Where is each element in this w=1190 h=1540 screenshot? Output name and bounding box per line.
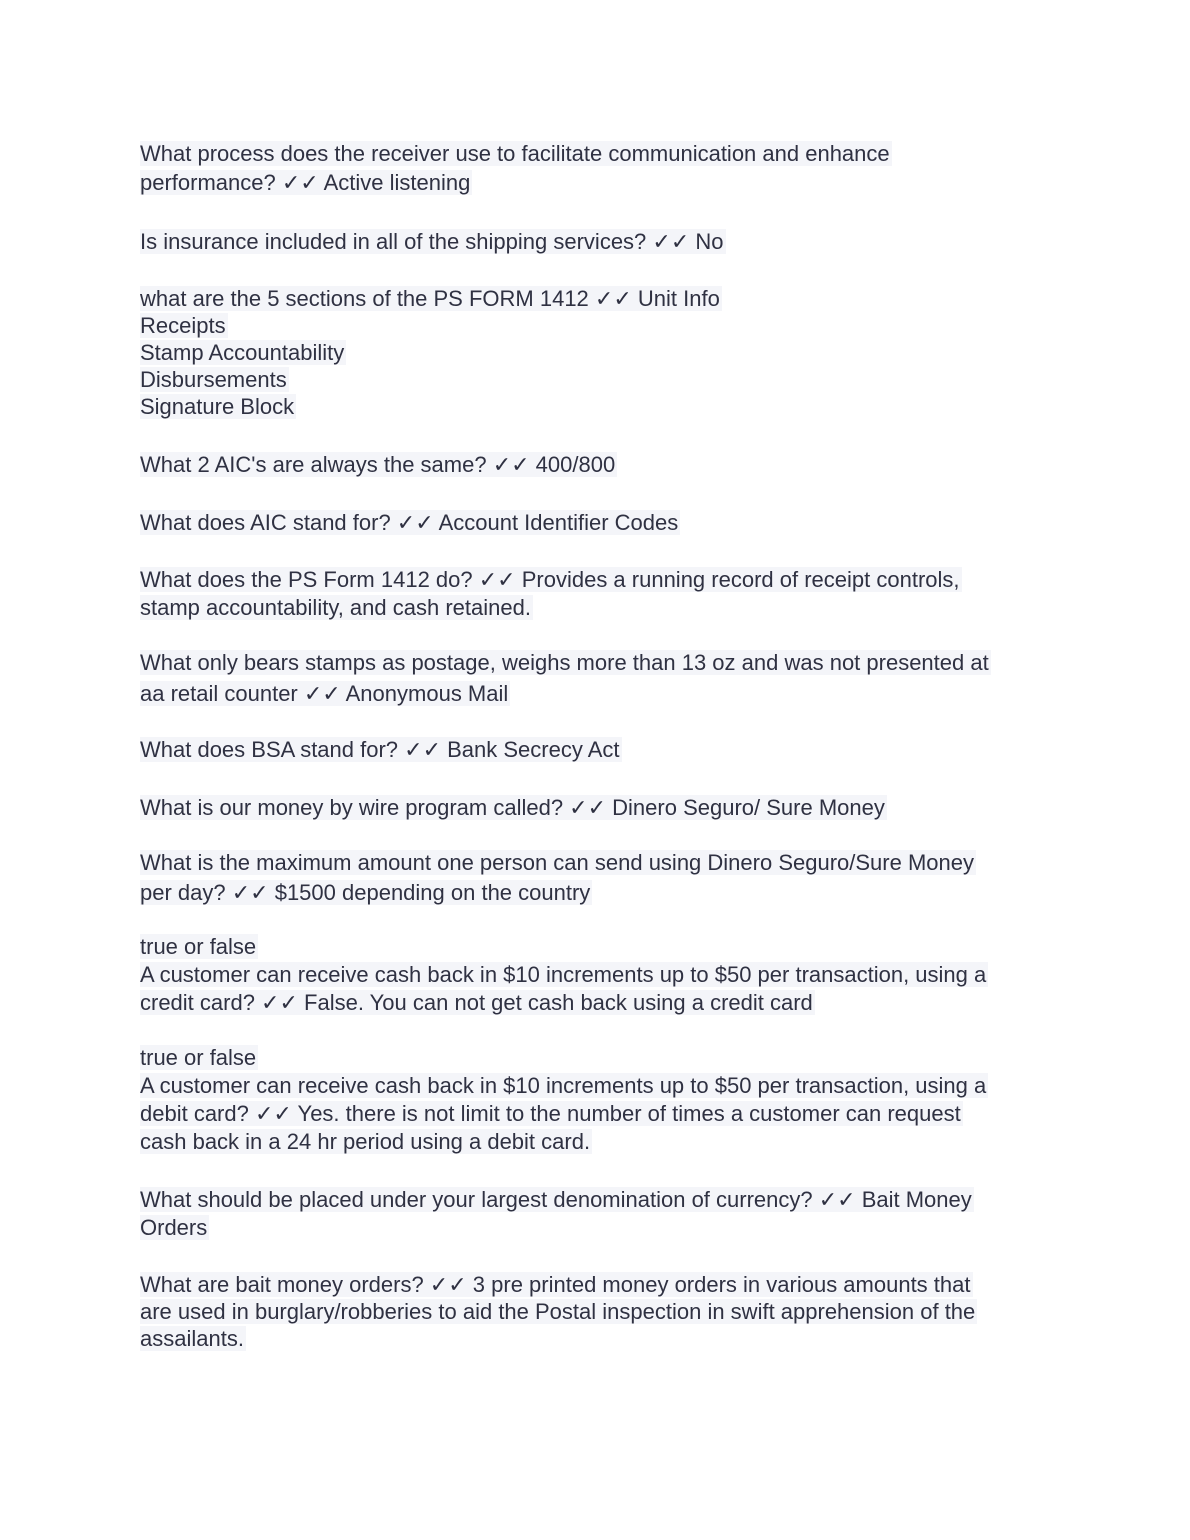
- text-line: What only bears stamps as postage, weighs more than 13 oz and was not presented at: [140, 650, 989, 675]
- qa-largest-denomination: [140, 1186, 1050, 1242]
- text-line: true or false: [140, 934, 257, 959]
- qa-ps-form-sections: [140, 285, 1050, 420]
- text-line: stamp accountability, and cash retained.: [140, 595, 531, 620]
- text-line: What 2 AIC's are always the same? ✓✓ 400/800: [140, 452, 616, 477]
- qa-aic-meaning: [140, 508, 1050, 537]
- text-line: cash back in a 24 hr period using a debit card.: [140, 1129, 591, 1154]
- text-line: what are the 5 sections of the PS FORM 1412 ✓✓ Unit Info: [140, 286, 720, 311]
- text-line: What does BSA stand for? ✓✓ Bank Secrecy Act: [140, 737, 620, 762]
- text-line: A customer can receive cash back in $10 increments up to $50 per transaction, using a: [140, 1073, 987, 1098]
- text-line: What are bait money orders? ✓✓ 3 pre printed money orders in various amounts that: [140, 1272, 971, 1297]
- text-line: per day? ✓✓ $1500 depending on the country: [140, 880, 591, 905]
- text-line: What is our money by wire program called? ✓✓ Dinero Seguro/ Sure Money: [140, 795, 885, 820]
- qa-debit-card-cash-back: [140, 1044, 1050, 1156]
- text-line: What process does the receiver use to facilitate communication and enhance: [140, 141, 890, 166]
- qa-insurance: [140, 227, 1050, 256]
- text-line: A customer can receive cash back in $10 increments up to $50 per transaction, using a: [140, 962, 987, 987]
- text-line: What should be placed under your largest denomination of currency? ✓✓ Bait Money: [140, 1187, 972, 1212]
- qa-credit-card-cash-back: [140, 933, 1050, 1017]
- text-line: credit card? ✓✓ False. You can not get cash back using a credit card: [140, 990, 813, 1015]
- qa-ps-form-purpose: [140, 566, 1050, 622]
- text-line: are used in burglary/robberies to aid the Postal inspection in swift apprehension of the: [140, 1299, 976, 1324]
- text-line: debit card? ✓✓ Yes. there is not limit to the number of times a customer can request: [140, 1101, 961, 1126]
- text-line: What is the maximum amount one person can send using Dinero Seguro/Sure Money: [140, 850, 974, 875]
- text-line: true or false: [140, 1045, 257, 1070]
- text-line: Is insurance included in all of the shipping services? ✓✓ No: [140, 229, 724, 254]
- qa-aic-same: [140, 450, 1050, 479]
- text-line: Orders: [140, 1215, 208, 1240]
- qa-anonymous-mail: [140, 647, 1050, 709]
- qa-bait-money-orders: [140, 1271, 1050, 1352]
- text-line: What does AIC stand for? ✓✓ Account Identifier Codes: [140, 510, 679, 535]
- qa-bsa: [140, 735, 1050, 764]
- text-line: performance? ✓✓ Active listening: [140, 170, 471, 195]
- text-line: Signature Block: [140, 394, 295, 419]
- qa-money-by-wire: [140, 793, 1050, 822]
- text-line: Disbursements: [140, 367, 287, 392]
- text-line: assailants.: [140, 1326, 244, 1351]
- text-line: aa retail counter ✓✓ Anonymous Mail: [140, 681, 509, 706]
- text-line: Receipts: [140, 313, 226, 338]
- text-line: What does the PS Form 1412 do? ✓✓ Provides a running record of receipt controls,: [140, 567, 960, 592]
- qa-active-listening: [140, 139, 1050, 197]
- qa-max-amount: [140, 848, 1050, 908]
- text-line: Stamp Accountability: [140, 340, 345, 365]
